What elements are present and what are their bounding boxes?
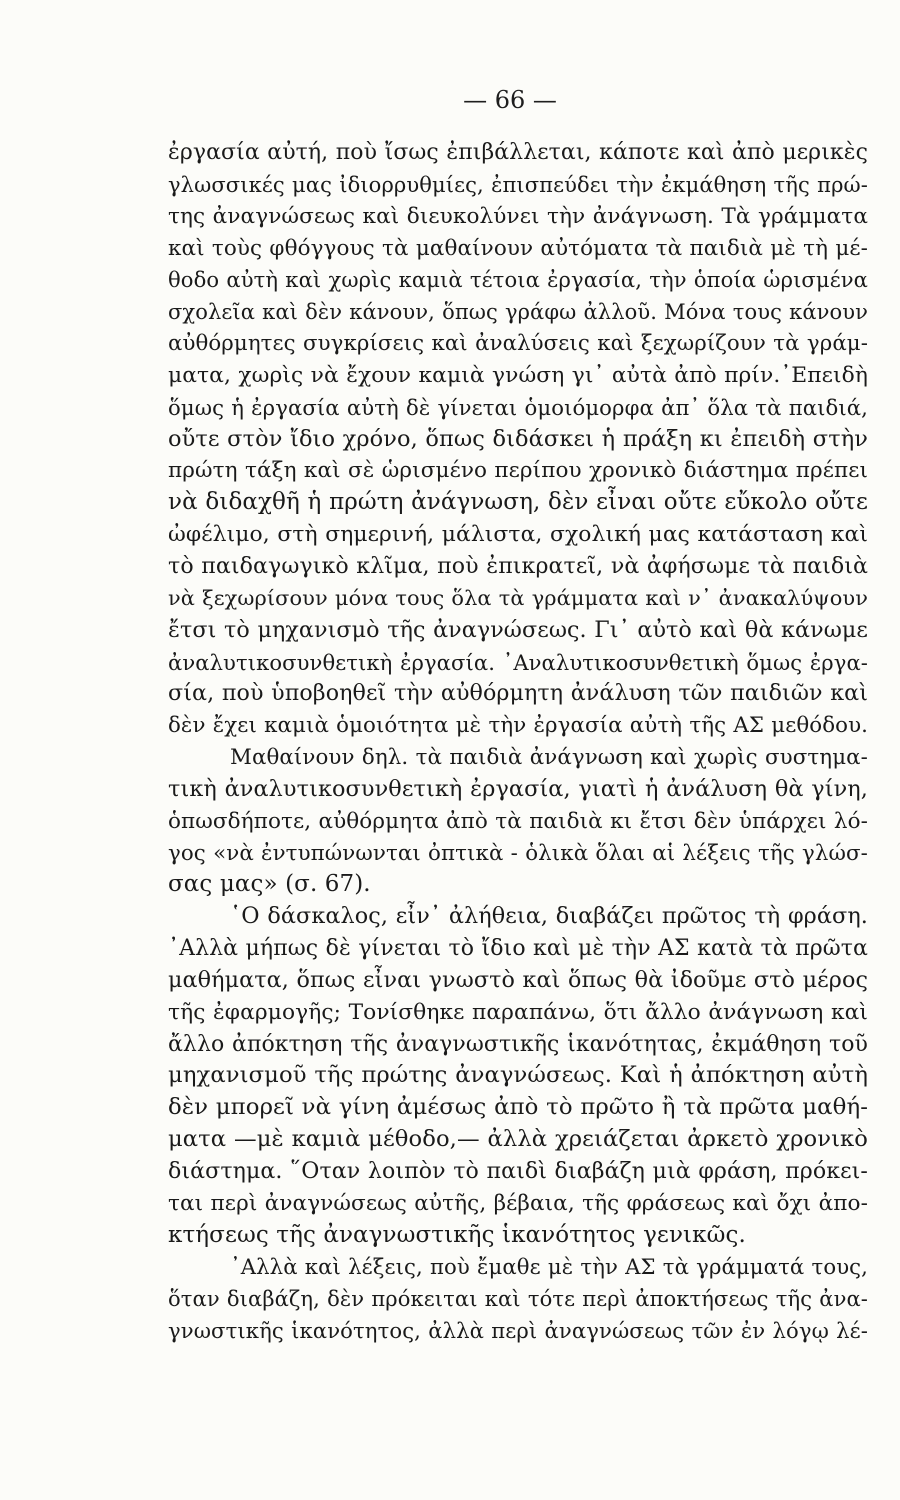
- text-line: μαθήματα, ὅπως εἶναι γνωστὸ καὶ ὅπως θὰ ἰδοῦμε στὸ μέρος: [168, 966, 868, 993]
- paragraph-start-line: Μαθαίνουν δηλ. τὰ παιδιὰ ἀνάγνωση καὶ χωρὶς συστημα-: [230, 745, 868, 771]
- text-line: πρώτη τάξη καὶ σὲ ὡρισμένο περίπου χρονικὸ διάστημα πρέπει: [168, 458, 868, 484]
- text-line: τὸ παιδαγωγικὸ κλῖμα, ποὺ ἐπικρατεῖ, νὰ ἀφήσωμε τὰ παιδιὰ: [168, 553, 868, 579]
- text-line: τικὴ ἀναλυτικοσυνθετικὴ ἐργασία, γιατὶ ἡ ἀνάλυση θὰ γίνη,: [168, 775, 868, 802]
- paragraph-start-line: ῾Ο δάσκαλος, εἶν᾽ ἀλήθεια, διαβάζει πρῶτος τὴ φράση.: [230, 903, 868, 930]
- paragraph-end-line: κτήσεως τῆς ἀναγνωστικῆς ἱκανότητος γενικῶς.: [168, 1221, 746, 1248]
- paragraph-start-line: ᾽Αλλὰ καὶ λέξεις, ποὺ ἔμαθε μὲ τὴν ΑΣ τὰ γράμματά τους,: [230, 1254, 868, 1280]
- body-text: [168, 137, 868, 1347]
- text-line: ται περὶ ἀναγνώσεως αὐτῆς, βέβαια, τῆς φράσεως καὶ ὄχι ἀπο-: [168, 1190, 868, 1216]
- paragraph-end-line: σας μας» (σ. 67).: [168, 871, 371, 898]
- text-line: δὲν ἔχει καμιὰ ὁμοιότητα μὲ τὴν ἐργασία αὐτὴ τῆς ΑΣ μεθόδου.: [168, 713, 868, 739]
- text-line: ὠφέλιμο, στὴ σημερινή, μάλιστα, σχολική μας κατάσταση καὶ: [168, 522, 868, 548]
- page-number: — 66 —: [463, 86, 557, 114]
- text-line: ἄλλο ἀπόκτηση τῆς ἀναγνωστικῆς ἱκανότητας, ἐκμάθηση τοῦ: [168, 1031, 868, 1057]
- text-line: ἔτσι τὸ μηχανισμὸ τῆς ἀναγνώσεως. Γι᾽ αὐτὸ καὶ θὰ κάνωμε: [168, 616, 868, 643]
- text-line: τῆς ἐφαρμογῆς; Τονίσθηκε παραπάνω, ὅτι ἄλλο ἀνάγνωση καὶ: [168, 999, 868, 1025]
- text-line: ὁπωσδήποτε, αὐθόρμητα ἀπὸ τὰ παιδιὰ κι ἔτσι δὲν ὑπάρχει λό-: [168, 808, 868, 834]
- text-line: γνωστικῆς ἱκανότητος, ἀλλὰ περὶ ἀναγνώσεως τῶν ἐν λόγῳ λέ-: [168, 1318, 868, 1344]
- text-line: οὔτε στὸν ἴδιο χρόνο, ὅπως διδάσκει ἡ πράξη κι ἐπειδὴ στὴν: [168, 425, 868, 452]
- text-line: σχολεῖα καὶ δὲν κάνουν, ὅπως γράφω ἀλλοῦ. Μόνα τους κάνουν: [168, 299, 868, 325]
- text-line: διάστημα. ῞Οταν λοιπὸν τὸ παιδὶ διαβάζη μιὰ φράση, πρόκει-: [168, 1159, 868, 1184]
- text-line: αὐθόρμητες συγκρίσεις καὶ ἀναλύσεις καὶ ξεχωρίζουν τὰ γράμ-: [168, 331, 868, 357]
- text-line: μηχανισμοῦ τῆς πρώτης ἀναγνώσεως. Καὶ ἡ ἀπόκτηση αὐτὴ: [168, 1062, 868, 1089]
- text-line: ᾽Αλλὰ μήπως δὲ γίνεται τὸ ἴδιο καὶ μὲ τὴν ΑΣ κατὰ τὰ πρῶτα: [168, 936, 868, 962]
- text-line: ἀναλυτικοσυνθετικὴ ἐργασία. ᾽Αναλυτικοσυνθετικὴ ὅμως ἐργα-: [168, 649, 868, 675]
- text-line: ἐργασία αὐτή, ποὺ ἴσως ἐπιβάλλεται, κάποτε καὶ ἀπὸ μερικὲς: [168, 140, 868, 165]
- text-line: καὶ τοὺς φθόγγους τὰ μαθαίνουν αὐτόματα τὰ παιδιὰ μὲ τὴ μέ-: [168, 235, 868, 261]
- text-line: ματα —μὲ καμιὰ μέθοδο,— ἀλλὰ χρειάζεται ἀρκετὸ χρονικὸ: [168, 1126, 868, 1153]
- text-line: ὅταν διαβάζη, δὲν πρόκειται καὶ τότε περὶ ἀποκτήσεως τῆς ἀνα-: [168, 1286, 868, 1312]
- text-line: θοδο αὐτὴ καὶ χωρὶς καμιὰ τέτοια ἐργασία, τὴν ὁποία ὡρισμένα: [168, 267, 868, 293]
- text-line: γλωσσικές μας ἰδιορρυθμίες, ἐπισπεύδει τὴν ἐκμάθηση τῆς πρώ-: [168, 171, 868, 197]
- text-line: νὰ ξεχωρίσουν μόνα τους ὅλα τὰ γράμματα καὶ ν᾽ ἀνακαλύψουν: [168, 585, 868, 610]
- text-line: ὅμως ἡ ἐργασία αὐτὴ δὲ γίνεται ὁμοιόμορφα ἀπ᾽ ὅλα τὰ παιδιά,: [168, 394, 868, 420]
- text-line: νὰ διδαχθῆ ἡ πρώτη ἀνάγνωση, δὲν εἶναι οὔτε εὔκολο οὔτε: [168, 489, 868, 516]
- text-line: δὲν μπορεῖ νὰ γίνη ἀμέσως ἀπὸ τὸ πρῶτο ἢ τὰ πρῶτα μαθή-: [168, 1094, 868, 1121]
- text-line: σία, ποὺ ὑποβοηθεῖ τὴν αὐθόρμητη ἀνάλυση τῶν παιδιῶν καὶ: [168, 680, 868, 707]
- text-line: ματα, χωρὶς νὰ ἔχουν καμιὰ γνώση γι᾽ αὐτὰ ἀπὸ πρίν.᾽Επειδὴ: [168, 362, 868, 388]
- text-line: γος «νὰ ἐντυπώνωνται ὀπτικὰ - ὁλικὰ ὅλαι αἱ λέξεις τῆς γλώσ-: [168, 840, 868, 866]
- text-line: της ἀναγνώσεως καὶ διευκολύνει τὴν ἀνάγνωση. Τὰ γράμματα: [168, 203, 868, 229]
